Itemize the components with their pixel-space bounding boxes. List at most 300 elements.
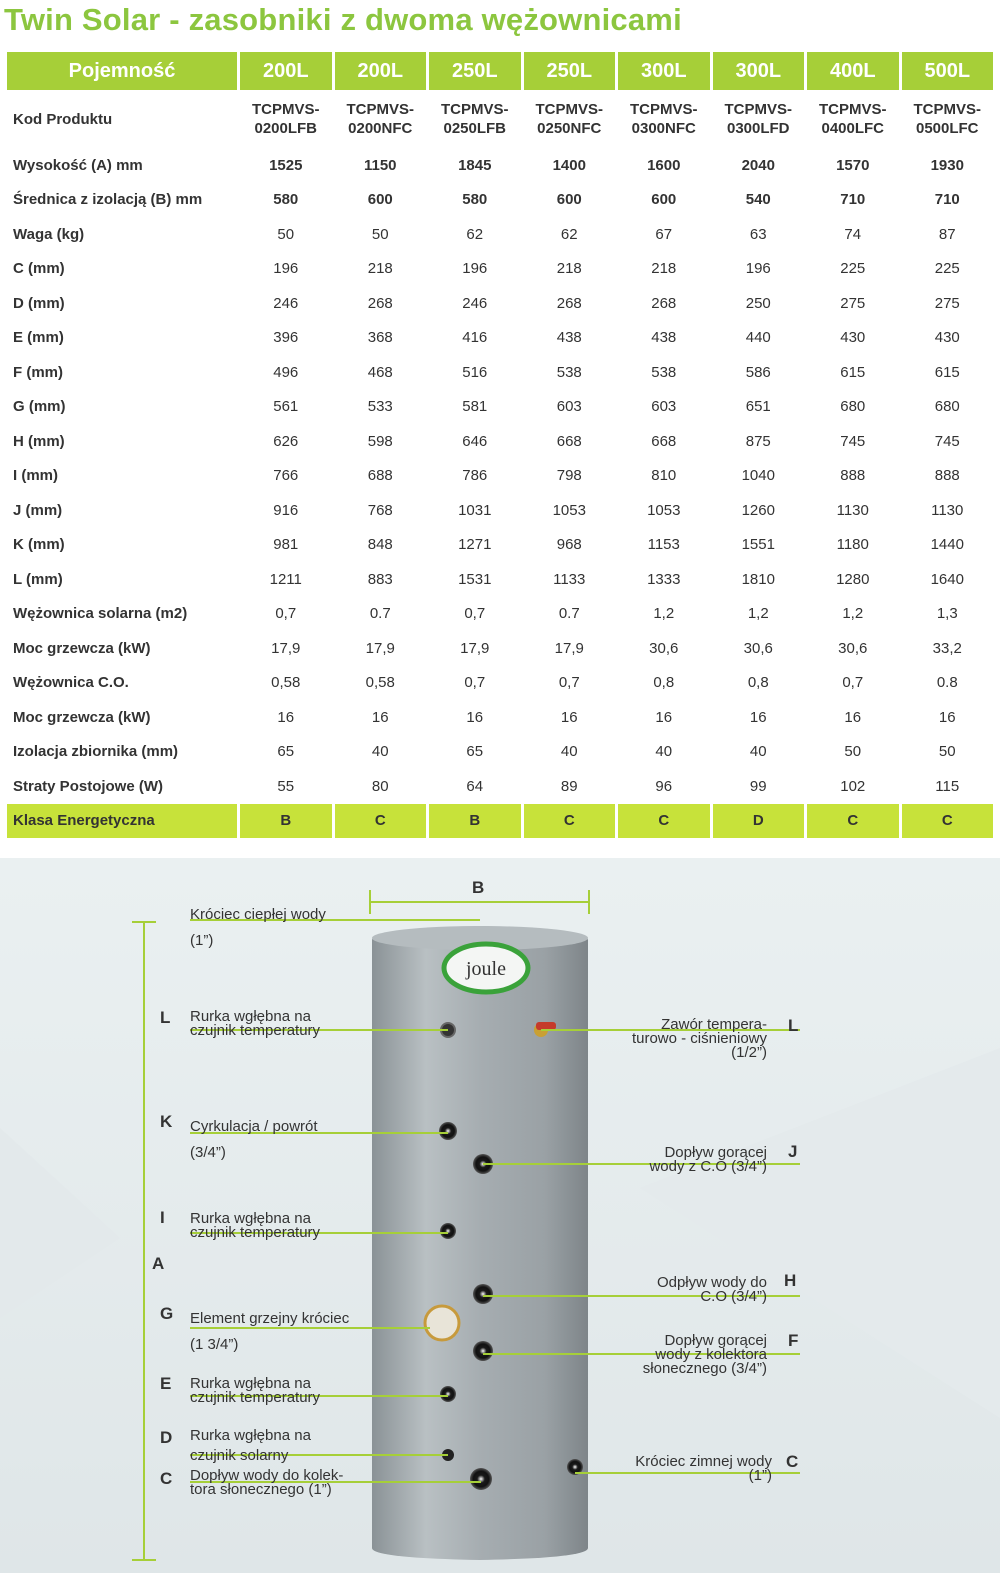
spec-cell: 1260: [741, 501, 775, 519]
spec-cell: 0,7: [558, 674, 580, 692]
callout-line: czujnik temperatury: [190, 1389, 321, 1406]
product-code-cell: [713, 90, 805, 148]
spec-row: [7, 148, 993, 183]
spec-cell: 468: [367, 363, 393, 381]
spec-row: [7, 631, 993, 666]
row-label: F (mm): [13, 363, 63, 381]
row-label: Straty Postojowe (W): [13, 777, 164, 795]
row-label: Wysokość (A) mm: [13, 156, 143, 174]
row-label: C (mm): [13, 260, 65, 278]
spec-cell: 668: [556, 432, 582, 450]
callout-letter: C: [160, 1469, 173, 1488]
spec-cell: 50: [938, 743, 956, 761]
callout-letter: C: [786, 1452, 799, 1471]
capacity-header: 300L: [713, 52, 805, 90]
product-code-cell: [902, 90, 994, 148]
spec-cell: 668: [651, 432, 677, 450]
spec-cell: 16: [844, 708, 862, 726]
spec-cell: 875: [745, 432, 771, 450]
spec-row: [7, 424, 993, 459]
spec-cell: 1280: [836, 570, 870, 588]
spec-cell: 196: [462, 260, 488, 278]
spec-cell: 196: [745, 260, 771, 278]
spec-cell: 1845: [458, 156, 492, 174]
spec-cell: 87: [938, 225, 956, 243]
code-part: 0200LFB: [254, 120, 318, 137]
code-part: TCPMVS-: [819, 101, 887, 118]
spec-cell: 600: [367, 191, 393, 209]
spec-cell: 1600: [647, 156, 681, 174]
row-label: K (mm): [13, 536, 65, 554]
spec-cell: 416: [462, 329, 488, 347]
spec-cell: 96: [655, 777, 673, 795]
energy-class-cell: C: [618, 804, 710, 838]
callout-line: (1”): [748, 1467, 772, 1484]
spec-cell: 17,9: [554, 639, 584, 657]
callout-line: tora słonecznego (1”): [190, 1481, 332, 1498]
dimension-letter: B: [472, 878, 485, 897]
spec-cell: 438: [556, 329, 582, 347]
callout-label: [566, 1334, 767, 1376]
callout-line: Króciec ciepłej wody: [190, 906, 326, 923]
callout-letter: K: [160, 1112, 173, 1131]
spec-cell: 615: [840, 363, 866, 381]
callout-line: Dopływ gorącej: [664, 1144, 767, 1161]
spec-cell: 17,9: [271, 639, 301, 657]
callout-letter: L: [788, 1016, 799, 1035]
spec-cell: 1440: [930, 536, 964, 554]
spec-cell: 40: [371, 743, 389, 761]
spec-cell: 246: [462, 294, 488, 312]
spec-cell: 0,8: [747, 674, 769, 692]
code-part: 0300NFC: [631, 120, 696, 137]
spec-cell: 1,2: [747, 605, 769, 623]
callout-line: (1/2”): [731, 1044, 767, 1061]
spec-cell: 2040: [741, 156, 775, 174]
callout-line: Dopływ wody do kolek-: [190, 1467, 344, 1484]
spec-cell: 89: [560, 777, 578, 795]
spec-cell: 0,8: [653, 674, 675, 692]
spec-cell: 0,58: [365, 674, 395, 692]
spec-cell: 600: [651, 191, 677, 209]
callout-line: (1 3/4”): [190, 1336, 239, 1353]
spec-cell: 533: [367, 398, 393, 416]
callout-label: [190, 1469, 343, 1497]
code-part: TCPMVS-: [535, 101, 603, 118]
spec-cell: 0.7: [558, 605, 580, 623]
spec-cell: 1640: [930, 570, 964, 588]
spec-cell: 17,9: [460, 639, 490, 657]
spec-cell: 99: [749, 777, 767, 795]
spec-cell: 67: [655, 225, 673, 243]
product-code-cell: [429, 90, 521, 148]
spec-cell: 1551: [741, 536, 775, 554]
capacity-header: 300L: [618, 52, 710, 90]
spec-cell: 16: [277, 708, 295, 726]
code-part: 0400LFC: [821, 120, 885, 137]
callout-letter: D: [160, 1428, 173, 1447]
spec-cell: 745: [840, 432, 866, 450]
spec-cell: 80: [371, 777, 389, 795]
spec-cell: 40: [560, 743, 578, 761]
spec-row: [7, 459, 993, 494]
callout-line: Element grzejny króciec: [190, 1310, 350, 1327]
spec-cell: 626: [273, 432, 299, 450]
row-label: L (mm): [13, 570, 63, 588]
spec-cell: 1053: [552, 501, 586, 519]
spec-cell: 1,3: [936, 605, 958, 623]
callout-label: [190, 1377, 320, 1405]
spec-row: [7, 666, 993, 701]
code-part: TCPMVS-: [441, 101, 509, 118]
code-part: 0300LFD: [726, 120, 790, 137]
callout-line: Rurka wgłębna na: [190, 1427, 311, 1444]
spec-cell: 580: [273, 191, 299, 209]
energy-class-cell: B: [429, 804, 521, 838]
callout-letter: J: [788, 1142, 798, 1161]
spec-cell: 65: [466, 743, 484, 761]
callout-line: czujnik temperatury: [190, 1224, 321, 1241]
spec-cell: 1180: [836, 536, 869, 554]
spec-cell: 16: [938, 708, 956, 726]
pipe-port: [473, 1341, 493, 1361]
spec-row: [7, 735, 993, 770]
spec-cell: 680: [934, 398, 960, 416]
energy-class-cell: D: [713, 804, 805, 838]
callout-label: [566, 1018, 767, 1060]
spec-cell: 268: [651, 294, 677, 312]
row-label: I (mm): [13, 467, 58, 485]
valve-handle: [536, 1022, 556, 1030]
spec-cell: 1271: [458, 536, 492, 554]
spec-cell: 1570: [836, 156, 870, 174]
spec-cell: 1333: [647, 570, 681, 588]
tank-body: [372, 926, 588, 1560]
callout-line: słonecznego (3/4”): [642, 1360, 767, 1377]
spec-cell: 16: [371, 708, 389, 726]
spec-cell: 766: [273, 467, 299, 485]
page-title: Twin Solar - zasobniki z dwoma wężownicami: [4, 2, 682, 37]
row-label: Klasa Energetyczna: [7, 804, 237, 838]
spec-cell: 710: [840, 191, 866, 209]
row-label: J (mm): [13, 501, 63, 519]
energy-class-cell: C: [902, 804, 994, 838]
callout-label: [190, 1114, 318, 1166]
callout-line: czujnik solarny: [190, 1447, 289, 1464]
energy-class-row: [7, 804, 993, 838]
spec-cell: 646: [462, 432, 488, 450]
energy-class-cell: C: [807, 804, 899, 838]
spec-cell: 16: [655, 708, 673, 726]
spec-cell: 538: [651, 363, 677, 381]
spec-cell: 1153: [647, 536, 680, 554]
dimension-letter: A: [152, 1254, 165, 1273]
pipe-port: [470, 1468, 492, 1490]
callout-line: Rurka wgłębna na: [190, 1375, 311, 1392]
spec-cell: 1930: [930, 156, 964, 174]
spec-cell: 50: [371, 225, 389, 243]
spec-cell: 1130: [836, 501, 869, 519]
spec-cell: 848: [367, 536, 393, 554]
callout-line: wody z C.O (3/4”): [649, 1158, 767, 1175]
row-label: G (mm): [13, 398, 66, 416]
spec-row: [7, 355, 993, 390]
spec-cell: 430: [840, 329, 866, 347]
spec-cell: 40: [749, 743, 767, 761]
callout-line: Króciec zimnej wody: [635, 1453, 772, 1470]
spec-cell: 1,2: [842, 605, 864, 623]
callout-letter: I: [160, 1208, 165, 1227]
callout-letter: F: [788, 1331, 799, 1350]
spec-cell: 540: [745, 191, 771, 209]
spec-cell: 62: [466, 225, 484, 243]
spec-cell: 1525: [269, 156, 303, 174]
spec-cell: 586: [745, 363, 771, 381]
code-part: 0250LFB: [443, 120, 507, 137]
capacity-header-row: [7, 52, 993, 90]
spec-row: [7, 286, 993, 321]
spec-cell: 225: [934, 260, 960, 278]
callout-line: turowo - ciśnieniowy: [631, 1030, 767, 1047]
spec-cell: 651: [745, 398, 771, 416]
spec-cell: 0,7: [842, 674, 864, 692]
callout-line: C.O (3/4”): [700, 1288, 767, 1305]
spec-cell: 55: [277, 777, 295, 795]
spec-cell: 50: [844, 743, 862, 761]
row-label: Moc grzewcza (kW): [13, 708, 151, 726]
callout-line: (1”): [190, 932, 214, 949]
product-code-cell: [807, 90, 899, 148]
spec-cell: 1130: [931, 501, 964, 519]
spec-cell: 30,6: [649, 639, 679, 657]
callout-line: wody z kolektora: [655, 1346, 767, 1363]
sensor-pocket: [440, 1386, 456, 1402]
spec-cell: 981: [273, 536, 299, 554]
energy-class-cell: C: [335, 804, 427, 838]
callout-line: Rurka wgłębna na: [190, 1210, 311, 1227]
callout-line: Rurka wgłębna na: [190, 1008, 311, 1025]
spec-cell: 496: [273, 363, 299, 381]
spec-cell: 581: [462, 398, 488, 416]
product-code-cell: [524, 90, 616, 148]
spec-cell: 218: [367, 260, 393, 278]
spec-cell: 368: [367, 329, 393, 347]
spec-cell: 250: [745, 294, 771, 312]
spec-cell: 196: [273, 260, 299, 278]
spec-cell: 810: [651, 467, 677, 485]
product-code-cell: [618, 90, 710, 148]
spec-cell: 1810: [741, 570, 775, 588]
callout-label: [190, 902, 326, 954]
capacity-header: 200L: [240, 52, 332, 90]
callout-letter: G: [160, 1304, 174, 1323]
row-label: Wężownica C.O.: [13, 674, 129, 692]
spec-cell: 0,58: [271, 674, 301, 692]
spec-cell: 16: [749, 708, 767, 726]
spec-cell: 268: [367, 294, 393, 312]
callout-line: Zawór tempera-: [661, 1016, 767, 1033]
spec-cell: 1031: [458, 501, 492, 519]
spec-cell: 598: [367, 432, 393, 450]
spec-cell: 888: [840, 467, 866, 485]
spec-row: [7, 321, 993, 356]
callout-line: Dopływ gorącej: [664, 1332, 767, 1349]
spec-cell: 968: [556, 536, 582, 554]
spec-cell: 275: [934, 294, 960, 312]
spec-table: [4, 52, 996, 838]
spec-cell: 62: [560, 225, 578, 243]
spec-cell: 1040: [741, 467, 775, 485]
heating-element: [425, 1306, 459, 1340]
spec-cell: 600: [556, 191, 582, 209]
row-label: Waga (kg): [13, 225, 85, 243]
code-part: TCPMVS-: [630, 101, 698, 118]
code-part: 0250NFC: [537, 120, 602, 137]
spec-cell: 430: [934, 329, 960, 347]
callout-letter: H: [784, 1271, 797, 1290]
spec-cell: 916: [273, 501, 299, 519]
row-label: Moc grzewcza (kW): [13, 639, 151, 657]
row-label: Średnica z izolacją (B) mm: [13, 191, 203, 209]
row-label: E (mm): [13, 329, 64, 347]
spec-cell: 246: [273, 294, 299, 312]
spec-row: [7, 769, 993, 804]
spec-cell: 1133: [553, 570, 586, 588]
spec-cell: 615: [934, 363, 960, 381]
spec-cell: 50: [277, 225, 295, 243]
spec-row: [7, 700, 993, 735]
spec-cell: 0.7: [369, 605, 391, 623]
row-label: H (mm): [13, 432, 65, 450]
spec-cell: 1,2: [653, 605, 675, 623]
spec-cell: 0,7: [275, 605, 297, 623]
spec-row: [7, 562, 993, 597]
spec-cell: 603: [556, 398, 582, 416]
callout-label: [190, 1426, 311, 1466]
spec-cell: 40: [655, 743, 673, 761]
spec-cell: 888: [934, 467, 960, 485]
energy-class-cell: C: [524, 804, 616, 838]
callout-label: [566, 1276, 767, 1304]
spec-cell: 538: [556, 363, 582, 381]
callout-label: [190, 1212, 320, 1240]
spec-cell: 786: [462, 467, 488, 485]
spec-row: [7, 493, 993, 528]
spec-row: [7, 183, 993, 218]
spec-cell: 30,6: [743, 639, 773, 657]
spec-cell: 0.8: [936, 674, 958, 692]
spec-cell: 115: [935, 777, 960, 795]
product-code-cell: [240, 90, 332, 148]
code-part: TCPMVS-: [252, 101, 320, 118]
spec-cell: 63: [749, 225, 767, 243]
callout-line: (3/4”): [190, 1144, 226, 1161]
spec-cell: 768: [367, 501, 393, 519]
row-label: Kod Produktu: [13, 110, 113, 128]
product-code-row: [7, 90, 993, 148]
row-label: D (mm): [13, 294, 65, 312]
spec-cell: 438: [651, 329, 677, 347]
tank-diagram: [0, 858, 1000, 1573]
spec-cell: 65: [277, 743, 295, 761]
spec-cell: 33,2: [932, 639, 962, 657]
spec-cell: 798: [556, 467, 582, 485]
capacity-header: 500L: [902, 52, 994, 90]
spec-cell: 16: [466, 708, 484, 726]
spec-row: [7, 252, 993, 287]
spec-cell: 561: [273, 398, 299, 416]
spec-cell: 440: [745, 329, 771, 347]
spec-cell: 268: [556, 294, 582, 312]
product-code-cell: [335, 90, 427, 148]
energy-class-cell: B: [240, 804, 332, 838]
spec-cell: 74: [844, 225, 862, 243]
spec-cell: 1211: [269, 570, 302, 588]
callout-line: Odpływ wody do: [656, 1274, 767, 1291]
spec-cell: 580: [462, 191, 488, 209]
spec-cell: 275: [840, 294, 866, 312]
spec-cell: 16: [560, 708, 578, 726]
spec-cell: 0,7: [464, 605, 486, 623]
callout-label: [190, 1010, 320, 1038]
code-part: TCPMVS-: [913, 101, 981, 118]
spec-cell: 1400: [552, 156, 586, 174]
callout-line: Cyrkulacja / powrót: [190, 1118, 318, 1135]
spec-cell: 64: [466, 777, 484, 795]
spec-cell: 396: [273, 329, 299, 347]
spec-cell: 17,9: [365, 639, 395, 657]
spec-cell: 710: [934, 191, 960, 209]
capacity-header: 250L: [524, 52, 616, 90]
callout-letter: L: [160, 1008, 171, 1027]
spec-row: [7, 597, 993, 632]
spec-cell: 688: [367, 467, 393, 485]
capacity-header: 400L: [807, 52, 899, 90]
spec-row: [7, 528, 993, 563]
code-part: 0200NFC: [348, 120, 413, 137]
pipe-port: [473, 1284, 493, 1304]
logo-text: joule: [466, 958, 506, 980]
row-label: Izolacja zbiornika (mm): [13, 743, 179, 761]
spec-row: [7, 390, 993, 425]
pipe-port: [439, 1122, 457, 1140]
spec-cell: 745: [934, 432, 960, 450]
spec-cell: 603: [651, 398, 677, 416]
spec-cell: 680: [840, 398, 866, 416]
capacity-header: 250L: [429, 52, 521, 90]
spec-cell: 102: [840, 777, 866, 795]
callout-label: [566, 1146, 767, 1174]
spec-cell: 516: [462, 363, 488, 381]
spec-cell: 0,7: [464, 674, 486, 692]
spec-cell: 218: [556, 260, 582, 278]
capacity-header: 200L: [335, 52, 427, 90]
spec-cell: 30,6: [838, 639, 868, 657]
callout-label: [566, 1455, 772, 1483]
spec-cell: 225: [840, 260, 866, 278]
code-part: 0500LFC: [915, 120, 979, 137]
spec-cell: 218: [651, 260, 677, 278]
spec-row: [7, 217, 993, 252]
sensor-pocket: [440, 1223, 456, 1239]
row-label: Wężownica solarna (m2): [13, 605, 188, 623]
spec-cell: 1150: [363, 156, 397, 174]
callout-letter: E: [160, 1374, 172, 1393]
callout-line: czujnik temperatury: [190, 1022, 321, 1039]
tank-illustration: [0, 858, 1000, 1573]
callout-label: [190, 1306, 349, 1358]
spec-cell: 883: [367, 570, 393, 588]
